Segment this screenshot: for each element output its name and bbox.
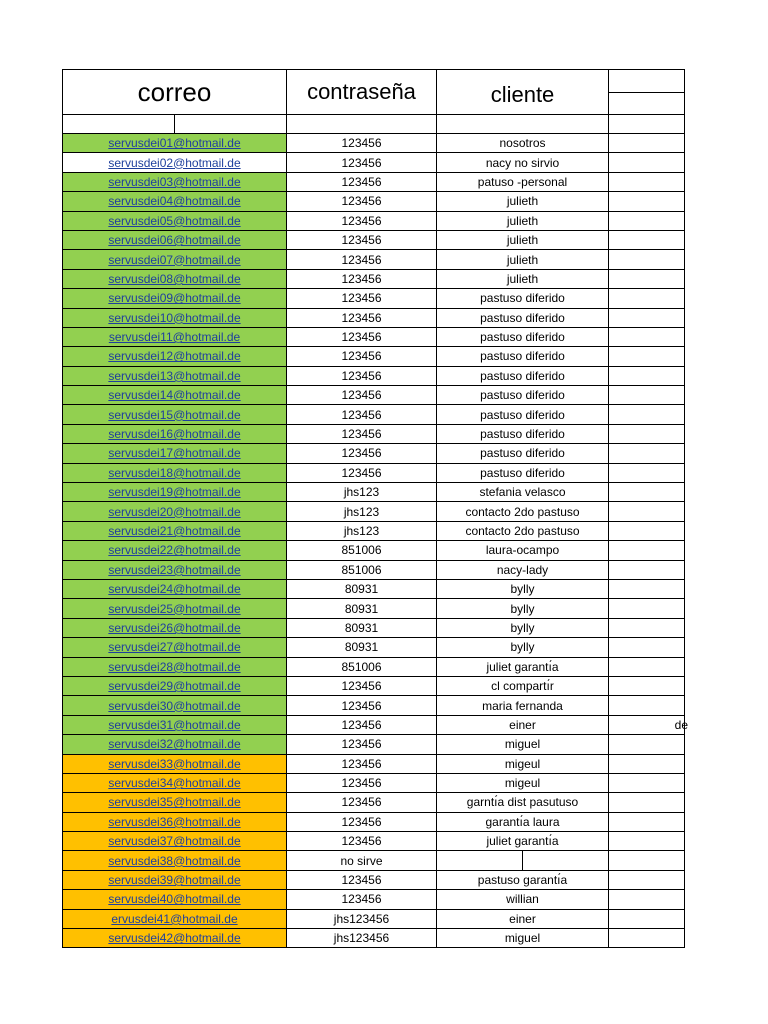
client-cell: pastuso diferido [437, 308, 609, 327]
email-link[interactable]: servusdei13@hotmail.de [108, 368, 241, 383]
client-cell: willian [437, 890, 609, 909]
client-cell: einer [437, 715, 609, 734]
table-row [63, 579, 685, 598]
table-row [63, 327, 685, 346]
table-row [63, 832, 685, 851]
email-cell [63, 172, 287, 191]
table-row [63, 192, 685, 211]
password-cell: 123456 [287, 735, 437, 754]
extra-cell [609, 638, 685, 657]
email-link[interactable]: servusdei16@hotmail.de [108, 427, 241, 442]
table-row [63, 463, 685, 482]
password-cell: 80931 [287, 599, 437, 618]
extra-cell [609, 754, 685, 773]
table-row [63, 735, 685, 754]
table-row [63, 483, 685, 502]
email-link[interactable]: servusdei23@hotmail.de [108, 562, 241, 577]
table-row [63, 618, 685, 637]
client-cell: pastuso diferido [437, 289, 609, 308]
table-row [63, 696, 685, 715]
email-link[interactable]: servusdei33@hotmail.de [108, 756, 241, 771]
password-cell: 80931 [287, 618, 437, 637]
table-row [63, 715, 685, 734]
email-link[interactable]: servusdei19@hotmail.de [108, 485, 241, 500]
client-cell: pastuso diferido [437, 327, 609, 346]
extra-cell [609, 172, 685, 191]
table-row [63, 638, 685, 657]
extra-cell [609, 715, 688, 734]
password-cell: 123456 [287, 230, 437, 249]
email-cell [63, 657, 287, 676]
client-cell: juliet garantı́a [437, 657, 609, 676]
table-row [63, 541, 685, 560]
email-cell [63, 676, 287, 695]
password-cell: 123456 [287, 444, 437, 463]
table-row [63, 444, 685, 463]
email-cell [63, 909, 287, 928]
email-cell [63, 696, 287, 715]
password-cell: 123456 [287, 715, 437, 734]
extra-cell [609, 250, 685, 269]
client-cell: pastuso diferido [437, 424, 609, 443]
email-link[interactable]: servusdei25@hotmail.de [108, 601, 241, 616]
extra-cell [609, 483, 685, 502]
email-link[interactable]: servusdei08@hotmail.de [108, 271, 241, 286]
extra-cell [609, 657, 685, 676]
email-cell [63, 327, 287, 346]
password-cell: 123456 [287, 812, 437, 831]
password-cell: 123456 [287, 327, 437, 346]
client-cell: nacy no sirvio [437, 153, 609, 172]
table-row [63, 386, 685, 405]
email-link[interactable]: servusdei12@hotmail.de [108, 349, 241, 364]
client-cell: garantı́a laura [437, 812, 609, 831]
client-cell: maria fernanda [437, 696, 609, 715]
email-cell [63, 812, 287, 831]
table-row [63, 676, 685, 695]
password-cell: 123456 [287, 424, 437, 443]
email-link[interactable]: servusdei30@hotmail.de [108, 698, 241, 713]
email-cell [63, 832, 287, 851]
password-cell: 851006 [287, 541, 437, 560]
email-link[interactable]: servusdei11@hotmail.de [108, 330, 241, 345]
password-cell: 851006 [287, 657, 437, 676]
password-cell: 123456 [287, 347, 437, 366]
password-cell: 123456 [287, 134, 437, 153]
email-cell [63, 211, 287, 230]
email-link[interactable]: servusdei24@hotmail.de [108, 582, 241, 597]
extra-cell [609, 599, 685, 618]
password-cell: 123456 [287, 405, 437, 424]
password-cell: 123456 [287, 211, 437, 230]
email-cell [63, 308, 287, 327]
extra-cell [609, 560, 685, 579]
client-cell: stefania velasco [437, 483, 609, 502]
email-link[interactable]: servusdei09@hotmail.de [108, 291, 241, 306]
password-cell: 123456 [287, 754, 437, 773]
client-cell: miguel [437, 735, 609, 754]
email-link[interactable]: servusdei07@hotmail.de [108, 252, 241, 267]
email-cell [63, 386, 287, 405]
cell-note: de [674, 717, 688, 732]
extra-cell [609, 541, 685, 560]
password-cell: 123456 [287, 890, 437, 909]
email-link[interactable]: servusdei06@hotmail.de [108, 233, 241, 248]
password-cell: 80931 [287, 579, 437, 598]
client-cell: julieth [437, 211, 609, 230]
password-cell: jhs123456 [287, 909, 437, 928]
client-cell: contacto 2do pastuso [437, 502, 609, 521]
email-cell [63, 153, 287, 172]
email-cell [63, 463, 287, 482]
email-cell [63, 405, 287, 424]
email-link[interactable]: servusdei10@hotmail.de [108, 310, 241, 325]
email-cell [63, 715, 287, 734]
email-link[interactable]: servusdei20@hotmail.de [108, 504, 241, 519]
extra-cell [609, 463, 685, 482]
header-extra [609, 70, 685, 115]
table-row [63, 308, 685, 327]
email-cell [63, 890, 287, 909]
extra-cell [609, 134, 685, 153]
email-cell [63, 289, 287, 308]
email-cell [63, 347, 287, 366]
email-link[interactable]: servusdei26@hotmail.de [108, 620, 241, 635]
email-link[interactable]: servusdei02@hotmail.de [108, 155, 241, 170]
header-row [63, 70, 685, 115]
table-row [63, 211, 685, 230]
email-cell [63, 502, 287, 521]
extra-cell [609, 812, 685, 831]
table-row [63, 599, 685, 618]
extra-cell [609, 735, 685, 754]
table-row [63, 890, 685, 909]
email-link[interactable]: servusdei22@hotmail.de [108, 543, 241, 558]
client-cell [437, 851, 609, 870]
extra-cell [609, 444, 685, 463]
email-link[interactable]: servusdei18@hotmail.de [108, 465, 241, 480]
extra-cell [609, 676, 685, 695]
password-cell: 123456 [287, 696, 437, 715]
client-cell: nacy-lady [437, 560, 609, 579]
email-cell [63, 754, 287, 773]
email-link[interactable]: servusdei04@hotmail.de [108, 194, 241, 209]
client-cell: nosotros [437, 134, 609, 153]
email-cell [63, 366, 287, 385]
email-cell [63, 541, 287, 560]
client-cell: contacto 2do pastuso [437, 521, 609, 540]
table-row [63, 812, 685, 831]
table-row [63, 929, 685, 948]
email-cell [63, 851, 287, 870]
client-cell: bylly [437, 579, 609, 598]
email-cell [63, 483, 287, 502]
table-row [63, 153, 685, 172]
extra-cell [609, 405, 685, 424]
extra-cell [609, 618, 685, 637]
email-cell [63, 134, 287, 153]
extra-cell [609, 851, 685, 870]
table-row [63, 134, 685, 153]
client-cell: julieth [437, 269, 609, 288]
email-cell [63, 599, 287, 618]
password-cell: jhs123456 [287, 929, 437, 948]
email-link[interactable]: servusdei40@hotmail.de [108, 892, 241, 907]
table-row [63, 230, 685, 249]
email-link[interactable]: servusdei15@hotmail.de [108, 407, 241, 422]
email-cell [63, 230, 287, 249]
email-cell [63, 870, 287, 889]
client-cell: miguel [437, 929, 609, 948]
extra-cell [609, 386, 685, 405]
header-cliente: cliente [437, 70, 609, 115]
client-cell: migeul [437, 754, 609, 773]
extra-cell [609, 909, 685, 928]
table-row [63, 347, 685, 366]
password-cell: 123456 [287, 870, 437, 889]
email-cell [63, 269, 287, 288]
table-row [63, 560, 685, 579]
extra-cell [609, 929, 685, 948]
extra-cell [609, 502, 685, 521]
email-link[interactable]: servusdei32@hotmail.de [108, 737, 241, 752]
table-row [63, 424, 685, 443]
email-link[interactable]: servusdei05@hotmail.de [108, 213, 241, 228]
table-row [63, 851, 685, 870]
password-cell: 123456 [287, 250, 437, 269]
extra-cell [609, 521, 685, 540]
client-cell: bylly [437, 599, 609, 618]
email-link[interactable]: servusdei31@hotmail.de [108, 717, 241, 732]
client-cell: cl compartı́r [437, 676, 609, 695]
password-cell: 123456 [287, 676, 437, 695]
extra-cell [609, 230, 685, 249]
email-link[interactable]: ervusdei41@hotmail.de [111, 911, 238, 926]
password-cell: 80931 [287, 638, 437, 657]
client-cell: garntı́a dist pasutuso [437, 793, 609, 812]
extra-cell [609, 192, 685, 211]
client-cell: julieth [437, 230, 609, 249]
table-row [63, 521, 685, 540]
password-cell: 123456 [287, 773, 437, 792]
extra-cell [609, 832, 685, 851]
client-cell: pastuso diferido [437, 366, 609, 385]
header-contrasena: contraseña [287, 70, 437, 115]
extra-cell [609, 424, 685, 443]
table-row [63, 172, 685, 191]
password-cell: 123456 [287, 386, 437, 405]
extra-cell [609, 308, 685, 327]
client-cell: julieth [437, 192, 609, 211]
email-cell [63, 424, 287, 443]
email-link[interactable]: servusdei01@hotmail.de [108, 136, 241, 151]
password-cell: no sirve [287, 851, 437, 870]
client-cell: bylly [437, 618, 609, 637]
password-cell: jhs123 [287, 521, 437, 540]
table-row [63, 754, 685, 773]
email-cell [63, 560, 287, 579]
password-cell: jhs123 [287, 483, 437, 502]
blank-subheader-row [63, 115, 685, 134]
email-cell [63, 618, 287, 637]
client-cell: patuso -personal [437, 172, 609, 191]
password-cell: 123456 [287, 289, 437, 308]
extra-cell [609, 793, 685, 812]
client-cell: migeul [437, 773, 609, 792]
table-row [63, 269, 685, 288]
client-cell: laura-ocampo [437, 541, 609, 560]
email-cell [63, 579, 287, 598]
email-cell [63, 521, 287, 540]
password-cell: 123456 [287, 269, 437, 288]
email-cell [63, 638, 287, 657]
extra-cell [609, 269, 685, 288]
table-row [63, 773, 685, 792]
table-row [63, 366, 685, 385]
extra-cell [609, 153, 685, 172]
email-cell [63, 773, 287, 792]
password-cell: 123456 [287, 463, 437, 482]
email-link[interactable]: servusdei36@hotmail.de [108, 814, 241, 829]
email-link[interactable]: servusdei14@hotmail.de [108, 388, 241, 403]
password-cell: 123456 [287, 192, 437, 211]
table-row [63, 909, 685, 928]
client-cell: pastuso garantı́a [437, 870, 609, 889]
email-link[interactable]: servusdei21@hotmail.de [108, 524, 241, 538]
client-cell: pastuso diferido [437, 444, 609, 463]
header-correo: correo [63, 70, 287, 115]
table-row [63, 405, 685, 424]
table-row [63, 502, 685, 521]
extra-cell [609, 327, 685, 346]
extra-cell [609, 366, 685, 385]
extra-cell [609, 289, 685, 308]
email-link[interactable]: servusdei29@hotmail.de [108, 679, 241, 694]
email-cell [63, 444, 287, 463]
email-link[interactable]: servusdei27@hotmail.de [108, 640, 241, 655]
extra-cell [609, 211, 685, 230]
client-cell: pastuso diferido [437, 347, 609, 366]
table-row [63, 793, 685, 812]
table-row [63, 250, 685, 269]
extra-cell [609, 870, 685, 889]
email-link[interactable]: servusdei38@hotmail.de [108, 853, 241, 868]
table-row [63, 870, 685, 889]
password-cell: 123456 [287, 153, 437, 172]
accounts-table [62, 69, 688, 948]
email-cell [63, 793, 287, 812]
password-cell: 123456 [287, 832, 437, 851]
password-cell: 123456 [287, 793, 437, 812]
table-row [63, 657, 685, 676]
extra-cell [609, 773, 685, 792]
email-link[interactable]: servusdei03@hotmail.de [108, 174, 241, 189]
spreadsheet [62, 69, 688, 948]
client-cell: pastuso diferido [437, 386, 609, 405]
client-cell: juliet garantı́a [437, 832, 609, 851]
client-cell: pastuso diferido [437, 405, 609, 424]
email-link[interactable]: servusdei42@hotmail.de [108, 931, 241, 946]
extra-cell [609, 347, 685, 366]
table-row [63, 289, 685, 308]
email-cell [63, 192, 287, 211]
email-link[interactable]: servusdei17@hotmail.de [108, 446, 241, 461]
password-cell: 123456 [287, 172, 437, 191]
email-link[interactable]: servusdei34@hotmail.de [108, 776, 241, 791]
password-cell: 123456 [287, 366, 437, 385]
email-link[interactable]: servusdei39@hotmail.de [108, 873, 241, 888]
email-link[interactable]: servusdei37@hotmail.de [108, 834, 241, 849]
extra-cell [609, 579, 685, 598]
client-cell: bylly [437, 638, 609, 657]
password-cell: jhs123 [287, 502, 437, 521]
extra-cell [609, 890, 685, 909]
extra-cell [609, 696, 685, 715]
email-cell [63, 250, 287, 269]
email-cell [63, 735, 287, 754]
client-cell: einer [437, 909, 609, 928]
password-cell: 123456 [287, 308, 437, 327]
email-link[interactable]: servusdei28@hotmail.de [108, 659, 241, 674]
client-cell: julieth [437, 250, 609, 269]
client-cell: pastuso diferido [437, 463, 609, 482]
password-cell: 851006 [287, 560, 437, 579]
email-cell [63, 929, 287, 948]
email-link[interactable]: servusdei35@hotmail.de [108, 795, 241, 810]
